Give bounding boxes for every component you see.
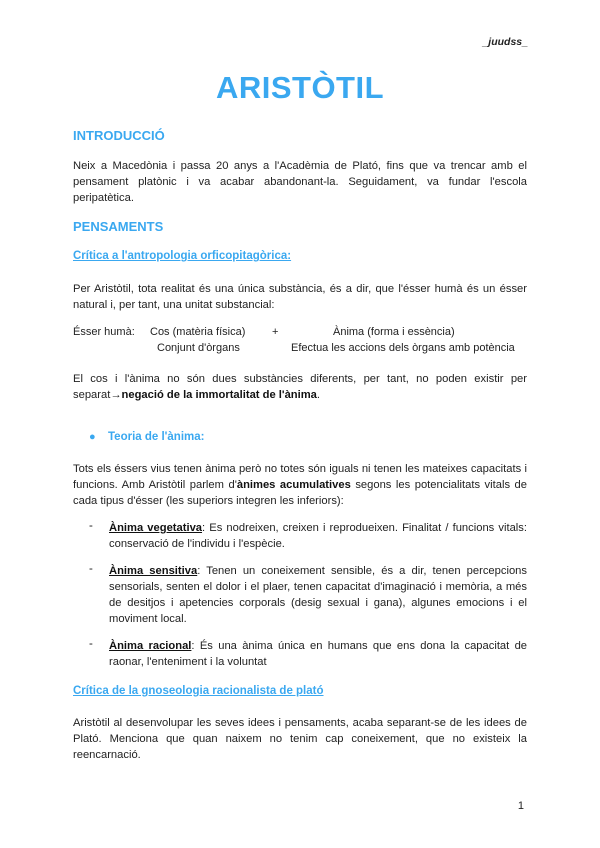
teoria-paragraph [73, 461, 527, 509]
subheading-critica-antropologia: Crítica a l'antropologia orficopitagòrica: [73, 250, 292, 262]
list-item-vegetativa [109, 520, 527, 552]
section-heading-introduccio: INTRODUCCIÓ [73, 128, 165, 143]
page-title: ARISTÒTIL [215, 70, 385, 105]
p2-text: El cos i l'ànima no són dues substàncies diferents, per tant, no poden existir per separat [73, 373, 527, 401]
p2-end: . [316, 389, 321, 401]
teoria-text: Tots els éssers vius tenen ànima però no totes són iguals ni tenen les mateixes capacitats i funcions. Amb Aristòtil parlem d' [73, 463, 527, 491]
list-dash: - [89, 638, 93, 650]
term-racional: Ànima racional [109, 640, 192, 652]
table-col1-line2: Conjunt d'òrgans [157, 342, 240, 354]
p2-bold: negació de la immortalitat de l'ànima [121, 389, 317, 401]
term-vegetativa: Ànima vegetativa [109, 522, 203, 534]
text-sensitiva: : Tenen un coneixement sensible, és a dir, tenen percepcions sensorials, senten el dolor i el plaer, tenen capacitat d'imaginació i memòria, a més de desitjos i apetencies corporals (desig sexual i gana), algunes emocions i el moviment local. [109, 565, 527, 625]
intro-paragraph: Neix a Macedònia i passa 20 anys a l'Acadèmia de Plató, fins que va trencar amb el pensament platònic i va acabar abandonant-la. Seguidament, va fundar l'escola peripatètica. [73, 160, 527, 204]
table-col2-line2: Efectua les accions dels òrgans amb potència [291, 342, 515, 354]
author-tag: _juudss_ [482, 36, 528, 48]
teoria-end: segons les potencialitats vitals de cada tipus d'ésser (les superiors integren les inferiors): [73, 479, 527, 507]
bullet-icon: ● [89, 431, 96, 443]
teoria-bold: ànimes acumulatives [236, 479, 351, 491]
arrow-icon: → [110, 389, 122, 401]
list-item-racional [109, 638, 527, 670]
critica1-paragraph-1: Per Aristòtil, tota realitat és una única substància, és a dir, que l'ésser humà és un ésser natural i, per tant, una unitat substancial: [73, 283, 527, 311]
critica1-paragraph-2 [73, 371, 527, 403]
term-sensitiva: Ànima sensitiva [109, 565, 198, 577]
text-racional: : És una ànima única en humans que ens dona la capacitat de raonar, l'enteniment i la voluntat [109, 640, 528, 668]
subheading-critica-gnoseologia: Crítica de la gnoseologia racionalista de plató [73, 685, 324, 697]
subheading-teoria-anima: Teoria de l'ànima: [108, 431, 205, 443]
table-col1-line1: Cos (matèria física) [150, 326, 246, 338]
table-col2-line1: Ànima (forma i essència) [333, 326, 455, 338]
list-dash: - [89, 563, 93, 575]
page-number: 1 [517, 800, 524, 812]
list-item-sensitiva [109, 563, 527, 627]
table-label: Ésser humà: [73, 326, 135, 338]
critica2-paragraph: Aristòtil al desenvolupar les seves idees i pensaments, acaba separant-se de les idees de Plató. Menciona que quan naixem no tenim cap coneixement, que no existeix la reencarnació. [73, 717, 527, 761]
table-plus: + [272, 326, 279, 338]
section-heading-pensaments: PENSAMENTS [73, 219, 164, 234]
list-dash: - [89, 520, 93, 532]
text-vegetativa: : Es nodreixen, creixen i reprodueixen. Finalitat / funcions vitals: conservació de l'individu i l'espècie. [109, 522, 527, 550]
